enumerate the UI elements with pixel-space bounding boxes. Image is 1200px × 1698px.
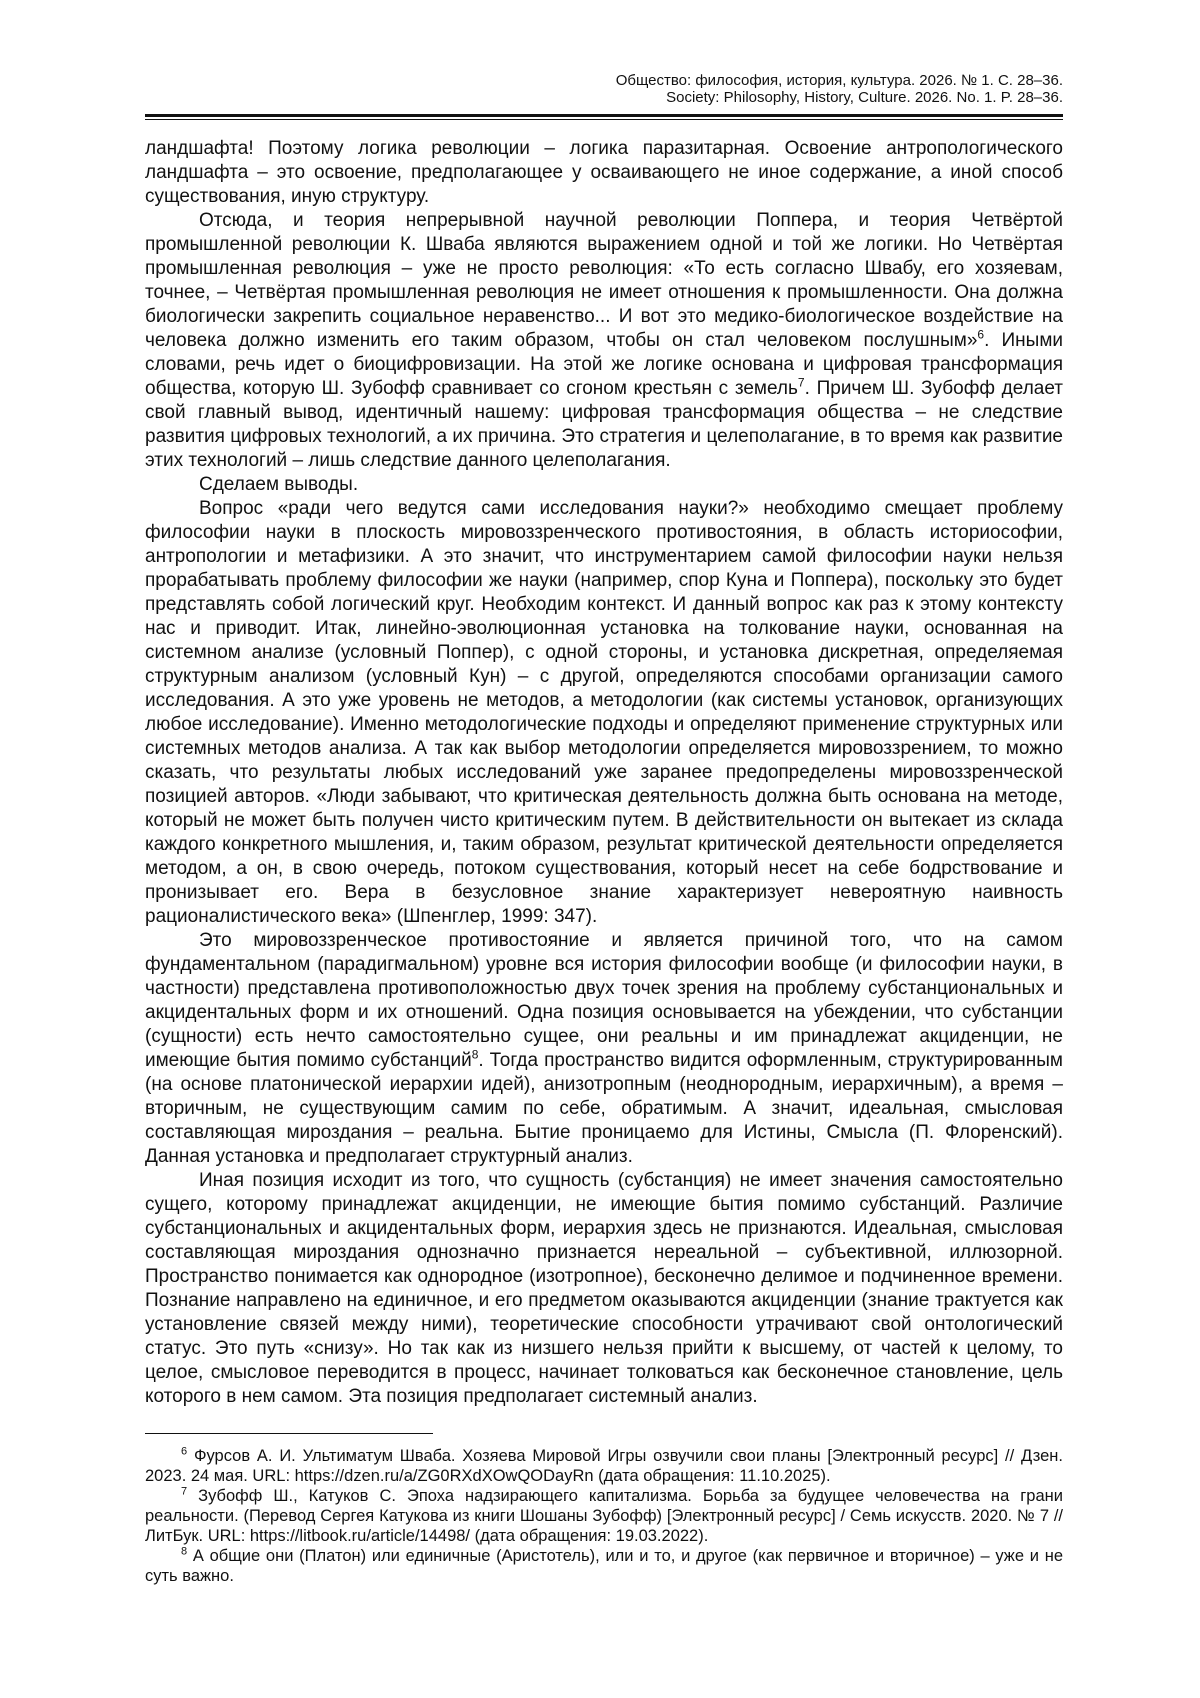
footnote-7-number: 7 [181, 1485, 188, 1498]
paragraph-2-text-c: . Причем Ш. Зубофф делает свой главный вывод, идентичный нашему: цифровая трансформация общества – не следствие развития цифровых технологий, а их причина. Это стратегия и целеполагание, в то время как развитие этих технологий – лишь следствие данного целеполагания. [145, 378, 1063, 471]
paragraph-2-text-b: . Иными словами, речь идет о биоцифровизации. На этой же логике основана и цифровая трансформация общества, которую Ш. Зубофф сравнивает со сгоном крестьян с земель [145, 330, 1063, 399]
footnote-6 [145, 1446, 1063, 1486]
journal-page [145, 72, 1063, 1672]
footnote-7 [145, 1486, 1063, 1546]
footnote-ref-6[interactable]: 6 [977, 327, 985, 342]
paragraph-3-text: Сделаем выводы. [199, 474, 359, 495]
running-head-ru: Общество: философия, история, культура. 2026. № 1. С. 28–36. [615, 72, 1063, 89]
paragraph-2 [145, 209, 1063, 473]
footnote-separator [145, 1433, 433, 1434]
paragraph-2-text-a: Отсюда, и теория непрерывной научной революции Поппера, и теория Четвёртой промышленной революции К. Шваба являются выражением одной и той же логики. Но Четвёртая промышленная революция – уже не просто революция: «То есть согласно Швабу, его хозяевам, точнее, – Четвёртая промышленная революция не имеет отношения к промышленности. Она должна биологически закрепить социальное неравенство... И вот это медико-биологическое воздействие на человека должно изменить его таким образом, чтобы он стал человеком послушным» [145, 210, 1063, 351]
footnote-ref-8[interactable]: 8 [471, 1047, 479, 1062]
paragraph-6-text: Иная позиция исходит из того, что сущность (субстанция) не имеет значения самостоятельно сущего, которому принадлежат акциденции, не имеющие бытия помимо субстанций. Различие субстанциональных и акцидентальных форм, иерархия здесь не признаются. Идеальная, смысловая составляющая мироздания однозначно признается нереальной – субъективной, иллюзорной. Пространство понимается как однородное (изотропное), бесконечно делимое и подчиненное времени. Познание направлено на единичное, и его предметом оказываются акциденции (знание трактуется как установление связей между ними), теоретические способности утрачивают свой онтологический статус. Это путь «снизу». Но так как из низшего нельзя прийти к высшему, от частей к целому, то целое, смысловое переводится в процесс, начинает толковаться как бесконечное становление, цель которого в нем самом. Эта позиция предполагает системный анализ. [145, 1170, 1063, 1407]
footnote-6-text: Фурсов А. И. Ультиматум Шваба. Хозяева Мировой Игры озвучили свои планы [Электронный ресурс] // Дзен. 2023. 24 мая. URL: https://dzen.ru/a/ZG0RXdXOwQODayRn (дата обращения: 11.10.2025). [145, 1447, 1063, 1485]
paragraph-1 [145, 137, 1063, 209]
footnote-7-text: Зубофф Ш., Катуков С. Эпоха надзирающего капитализма. Борьба за будущее человечества на грани реальности. (Перевод Сергея Катукова из книги Шошаны Зубофф) [Электронный ресурс] / Семь искусств. 2020. № 7 // ЛитБук. URL: https://litbook.ru/article/14498/ (дата обращения: 19.03.2022). [145, 1487, 1063, 1545]
footnote-8 [145, 1546, 1063, 1586]
header-rule [145, 114, 1063, 120]
paragraph-5 [145, 929, 1063, 1169]
footnote-8-text: А общие они (Платон) или единичные (Аристотель), или и то, и другое (как первичное и вторичное) – уже и не суть важно. [145, 1547, 1063, 1585]
footnote-8-number: 8 [181, 1545, 188, 1558]
footnote-ref-7[interactable]: 7 [797, 375, 805, 390]
running-head [145, 72, 1063, 106]
paragraph-4 [145, 497, 1063, 929]
paragraph-4-text: Вопрос «ради чего ведутся сами исследования науки?» необходимо смещает проблему философии науки в плоскость мировоззренческого противостояния, в область историософии, антропологии и метафизики. А это значит, что инструментарием самой философии науки нельзя прорабатывать проблему философии же науки (например, спор Куна и Поппера), поскольку это будет представлять собой логический круг. Необходим контекст. И данный вопрос как раз к этому контексту нас и приводит. Итак, линейно-эволюционная установка на толкование науки, основанная на системном анализе (условный Поппер), с одной стороны, и установка дискретная, определяемая структурным анализом (условный Кун) – с другой, определяются способами организации самого исследования. А это уже уровень не методов, а методологии (как системы установок, организующих любое исследование). Именно методологические подходы и определяют применение структурных или системных методов анализа. А так как выбор методологии определяется мировоззрением, то можно сказать, что результаты любых исследований уже заранее предопределены мировоззренческой позицией авторов. «Люди забывают, что критическая деятельность должна быть основана на методе, который не может быть получен чисто критическим путем. В действительности он вытекает из склада каждого конкретного мышления, и, таким образом, результат критической деятельности определяется методом, а он, в свою очередь, потоком существования, который несет на себе бодрствование и пронизывает его. Вера в безусловное знание характеризует невероятную наивность рационалистического века» (Шпенглер, 1999: 347). [145, 498, 1063, 927]
paragraph-1-text: ландшафта! Поэтому логика революции – логика паразитарная. Освоение антропологического ландшафта – это освоение, предполагающее у осваивающего не иное содержание, а иной способ существования, иную структуру. [145, 138, 1063, 207]
paragraph-6 [145, 1169, 1063, 1409]
footnote-6-number: 6 [181, 1445, 188, 1458]
paragraph-5-text-a: Это мировоззренческое противостояние и является причиной того, что на самом фундаментальном (парадигмальном) уровне вся история философии вообще (и философии науки, в частности) представлена противоположностью двух точек зрения на проблему субстанциональных и акцидентальных форм и их отношений. Одна позиция основывается на убеждении, что субстанции (сущности) есть нечто самостоятельно сущее, они реальны и им принадлежат акциденции, не имеющие бытия помимо субстанций [145, 930, 1063, 1071]
paragraph-3 [145, 473, 1063, 497]
footnotes [145, 1446, 1063, 1586]
paragraph-5-text-b: . Тогда пространство видится оформленным, структурированным (на основе платонической иерархии идей), анизотропным (неоднородным, иерархичным), а время – вторичным, не существующим самим по себе, обратимым. А значит, идеальная, смысловая составляющая мироздания – реальна. Бытие проницаемо для Истины, Смысла (П. Флоренский). Данная установка и предполагает структурный анализ. [145, 1050, 1063, 1167]
running-head-en: Society: Philosophy, History, Culture. 2026. No. 1. P. 28–36. [666, 89, 1063, 106]
article-body [145, 137, 1063, 1409]
